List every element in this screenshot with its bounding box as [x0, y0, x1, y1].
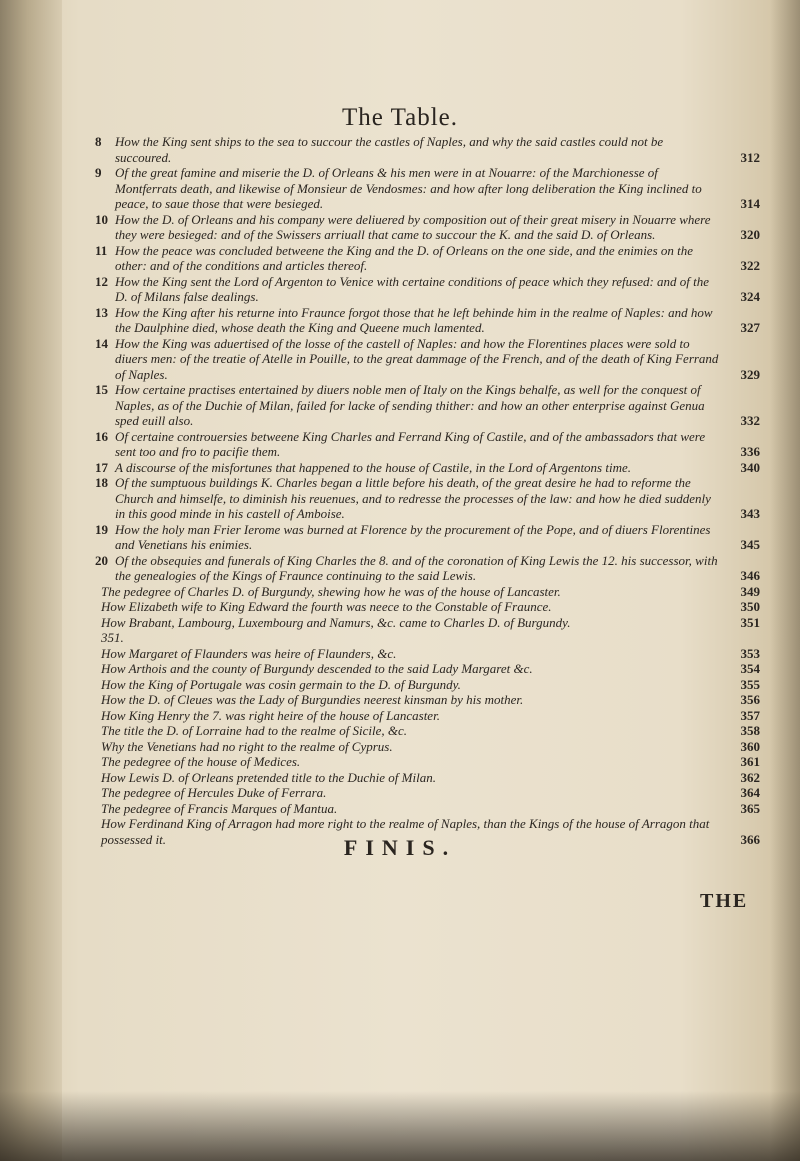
toc-entry [95, 615, 760, 631]
entry-page: 320 [740, 227, 760, 242]
entry-text: Of the sumptuous buildings K. Charles began a little before his death, of the great desire he had to reforme the Church and himselfe, to diminish his reuenues, and to redresse the processes of the law: and how he died suddenly in this good minde in his castell of Amboise. [115, 475, 711, 521]
toc-entry [95, 692, 760, 708]
entry-page: 332 [740, 413, 760, 428]
entry-number: 8 [95, 134, 102, 149]
toc-entry [95, 785, 760, 801]
entry-text: How Elizabeth wife to King Edward the fourth was neece to the Constable of Fraunce. [101, 599, 552, 614]
toc-entry [95, 165, 760, 212]
entry-page: 354 [740, 661, 760, 676]
toc-entry [95, 661, 760, 677]
entry-page: 365 [740, 800, 760, 816]
catchword: THE [700, 890, 749, 912]
entry-text: How the D. of Orleans and his company were deliuered by composition out of their great misery in Nouarre where they were besieged: and of the Swissers arriuall that came to succour the K. and the said D. of Orleans. [115, 211, 711, 242]
toc-entry [95, 584, 760, 600]
toc-entry [95, 274, 760, 305]
toc-entry [95, 382, 760, 429]
entry-number: 9 [95, 165, 102, 180]
entry-text: How the King was aduertised of the losse of the castell of Naples: and how the Florentines places were sold to diuers men: of the treatie of Atelle in Pouille, to the great dammage of the French, and of the death of King Ferrand of Naples. [115, 335, 719, 382]
entry-page: 329 [740, 366, 760, 382]
toc-entry [95, 677, 760, 693]
entry-text: How the King sent ships to the sea to succour the castles of Naples, and why the said castles could not be succoured. [115, 134, 664, 165]
entry-text: The pedegree of Hercules Duke of Ferrara. [101, 785, 327, 800]
entry-page: 362 [740, 769, 760, 785]
entry-text: How the King of Portugale was cosin germain to the D. of Burgundy. [101, 676, 461, 692]
finis-mark: FINIS. [343, 835, 457, 860]
toc-entry [95, 475, 760, 522]
toc-entry [95, 336, 760, 383]
toc-entry [95, 212, 760, 243]
entry-text: How the King sent the Lord of Argenton to Venice with certaine conditions of peace which they refused: and of the D. of Milans false dealings. [115, 273, 710, 304]
toc-entry [95, 134, 760, 165]
table-of-contents [95, 134, 760, 847]
entry-number: 19 [95, 521, 108, 537]
toc-entry [95, 739, 760, 755]
entry-text: Why the Venetians had no right to the realme of Cyprus. [101, 738, 393, 754]
entry-page: 350 [740, 599, 760, 614]
entry-number: 10 [95, 211, 108, 227]
entry-text: The pedegree of Charles D. of Burgundy, shewing how he was of the house of Lancaster. [101, 583, 561, 599]
entry-text: How Lewis D. of Orleans pretended title to the Duchie of Milan. [101, 769, 436, 785]
toc-entry [95, 305, 760, 336]
entry-page: 336 [740, 444, 760, 459]
entry-text: Of certaine controuersies betweene King Charles and Ferrand King of Castile, and of the ambassadors that were sent too and fro to pacifie them. [115, 428, 706, 459]
toc-entry [95, 770, 760, 786]
entry-page: 349 [740, 583, 760, 599]
toc-entry [95, 646, 760, 662]
entry-number: 16 [95, 428, 108, 444]
entry-text: How the holy man Frier Ierome was burned at Florence by the procurement of the Pope, and of diuers Florentines and Venetians his enimies. [115, 521, 711, 552]
entry-text: How Arthois and the county of Burgundy descended to the said Lady Margaret &c. [101, 661, 533, 676]
toc-entry [95, 723, 760, 739]
toc-entry [95, 429, 760, 460]
entry-text: How King Henry the 7. was right heire of the house of Lancaster. [101, 707, 440, 723]
toc-entry [95, 243, 760, 274]
entry-page: 327 [740, 320, 760, 335]
entry-page: 324 [740, 289, 760, 304]
entry-number: 11 [95, 242, 108, 258]
entry-page: 356 [740, 692, 760, 707]
entry-number: 14 [95, 335, 108, 351]
page-bottom-shadow [0, 1091, 800, 1161]
entry-text: A discourse of the misfortunes that happened to the house of Castile, in the Lord of Argentons time. [115, 459, 632, 475]
entry-number: 20 [95, 552, 108, 568]
toc-entry [95, 708, 760, 724]
entry-page: 351 [740, 614, 760, 630]
entry-text: Of the great famine and miserie the D. of Orleans & his men were in at Nouarre: of the Marchionesse of Montferrats death, and likewise of Monsieur de Vendosmes: and how after long deliberation the King inclined to peace, to saue those that were besieged. [115, 165, 702, 211]
entry-text: How the peace was concluded betweene the King and the D. of Orleans on the one side, and the enimies on the other: and of the conditions and articles thereof. [115, 242, 694, 273]
entry-page: 366 [740, 831, 760, 847]
entry-page: 353 [740, 645, 760, 661]
page-header: The Table. [341, 104, 459, 131]
entry-page: 340 [740, 459, 760, 475]
entry-text: How certaine practises entertained by diuers noble men of Italy on the Kings behalfe, as well for the conquest of Naples, as of the Duchie of Milan, failed for lacke of sending thither: and how an other enterprise against Genua sped euill also. [115, 382, 705, 428]
entry-text: The title the D. of Lorraine had to the realme of Sicile, &c. [101, 723, 408, 738]
entry-number: 13 [95, 304, 108, 320]
entry-page: 314 [740, 196, 760, 211]
entry-page: 343 [740, 506, 760, 521]
toc-entry [95, 599, 760, 615]
toc-entry [95, 553, 760, 584]
toc-entry [95, 522, 760, 553]
entry-page: 360 [740, 738, 760, 754]
entry-text: Of the obsequies and funerals of King Charles the 8. and of the coronation of King Lewis the 12. his successor, with the genealogies of the Kings of Fraunce continuing to the said Lewis. [115, 552, 718, 583]
entry-text: The pedegree of Francis Marques of Mantua. [101, 800, 338, 816]
entry-number: 12 [95, 273, 108, 289]
entry-page: 364 [740, 785, 760, 800]
entry-page: 345 [740, 537, 760, 552]
entry-text: How the King after his returne into Fraunce forgot those that he left behinde him in the realme of Naples: and how the Daulphine died, whose death the King and Queene much lamented. [115, 304, 713, 335]
entry-number: 17 [95, 459, 108, 475]
entry-text: How Ferdinand King of Arragon had more right to the realme of Naples, than the Kings of the house of Arragon that possessed it. [101, 816, 710, 847]
entry-text: How Margaret of Flaunders was heire of Flaunders, &c. [101, 645, 397, 661]
entry-page: 312 [740, 149, 760, 165]
entry-page: 361 [740, 754, 760, 769]
entry-text: How the D. of Cleues was the Lady of Burgundies neerest kinsman by his mother. [101, 692, 524, 707]
entry-text: 351. [101, 630, 124, 645]
entry-page: 358 [740, 723, 760, 738]
entry-page: 357 [740, 707, 760, 723]
entry-number: 18 [95, 475, 108, 490]
toc-entry [95, 460, 760, 476]
binding-gutter [0, 0, 62, 1161]
entry-page: 355 [740, 676, 760, 692]
entry-text: How Brabant, Lambourg, Luxembourg and Namurs, &c. came to Charles D. of Burgundy. [101, 614, 571, 630]
toc-entry [95, 801, 760, 817]
entry-page: 322 [740, 258, 760, 273]
toc-entry [95, 754, 760, 770]
page-edge-shadow [770, 0, 800, 1161]
toc-entry [95, 630, 760, 646]
entry-number: 15 [95, 382, 108, 397]
entry-page: 346 [740, 568, 760, 583]
entry-text: The pedegree of the house of Medices. [101, 754, 301, 769]
